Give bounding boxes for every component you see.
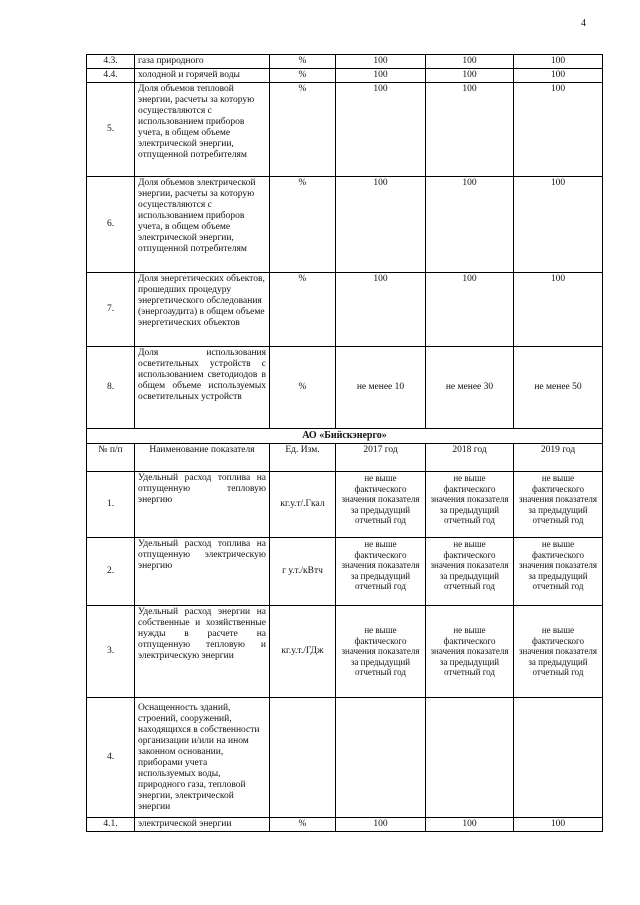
table-row xyxy=(87,69,603,83)
table-row xyxy=(87,55,603,69)
organization-title: АО «Бийскэнерго» xyxy=(87,429,603,444)
table-row xyxy=(87,538,603,606)
header-row xyxy=(87,444,603,472)
value-2017: не выше фактического значения показателя за предыдущий отчетный год xyxy=(336,472,426,538)
table-row xyxy=(87,472,603,538)
row-number: 5. xyxy=(87,83,135,177)
value-2019: не выше фактического значения показателя за предыдущий отчетный год xyxy=(514,472,603,538)
value-2018 xyxy=(426,698,514,818)
value-2017: 100 xyxy=(336,273,426,347)
value-2017: 100 xyxy=(336,83,426,177)
table-row xyxy=(87,818,603,832)
value-2019: не менее 50 xyxy=(514,347,603,429)
table-row xyxy=(87,347,603,429)
value-2019: не выше фактического значения показателя за предыдущий отчетный год xyxy=(514,606,603,698)
unit-cell: % xyxy=(270,177,336,273)
unit-cell: % xyxy=(270,347,336,429)
header-2018: 2018 год xyxy=(426,444,514,472)
header-num: № п/п xyxy=(87,444,135,472)
value-2019: 100 xyxy=(514,273,603,347)
indicator-name: Доля использования осветительных устройств с использованием светодиодов в общем объеме используемых осветительных устройств xyxy=(135,347,270,429)
header-name: Наименование показателя xyxy=(135,444,270,472)
value-2018: не менее 30 xyxy=(426,347,514,429)
value-2018: 100 xyxy=(426,177,514,273)
unit-cell: кг.у.т./ГДж xyxy=(270,606,336,698)
value-2018: не выше фактического значения показателя за предыдущий отчетный год xyxy=(426,538,514,606)
value-2019: 100 xyxy=(514,55,603,69)
row-number: 4.1. xyxy=(87,818,135,832)
row-number: 2. xyxy=(87,538,135,606)
unit-cell: % xyxy=(270,69,336,83)
value-2017 xyxy=(336,698,426,818)
indicator-name: холодной и горячей воды xyxy=(135,69,270,83)
indicator-name: Удельный расход топлива на отпущенную тепловую энергию xyxy=(135,472,270,538)
value-2019 xyxy=(514,698,603,818)
header-unit: Ед. Изм. xyxy=(270,444,336,472)
indicator-name: Удельный расход топлива на отпущенную электрическую энергию xyxy=(135,538,270,606)
value-2019: не выше фактического значения показателя за предыдущий отчетный год xyxy=(514,538,603,606)
indicator-name: электрической энергии xyxy=(135,818,270,832)
unit-cell: % xyxy=(270,55,336,69)
row-number: 6. xyxy=(87,177,135,273)
value-2019: 100 xyxy=(514,69,603,83)
value-2017: 100 xyxy=(336,69,426,83)
value-2017: не менее 10 xyxy=(336,347,426,429)
table-row xyxy=(87,177,603,273)
indicator-name: Оснащенность зданий, строений, сооружений, находящихся в собственности организации и/или на ином законном основании, приборами учета используемых воды, природного газа, тепловой энергии, электрической энергии xyxy=(135,698,270,818)
value-2017: 100 xyxy=(336,55,426,69)
indicator-name: газа природного xyxy=(135,55,270,69)
value-2018: не выше фактического значения показателя за предыдущий отчетный год xyxy=(426,472,514,538)
table-row xyxy=(87,606,603,698)
unit-cell: г у.т./кВтч xyxy=(270,538,336,606)
value-2019: 100 xyxy=(514,177,603,273)
row-number: 1. xyxy=(87,472,135,538)
value-2018: 100 xyxy=(426,83,514,177)
table-row xyxy=(87,273,603,347)
table-row xyxy=(87,698,603,818)
unit-cell: % xyxy=(270,273,336,347)
indicator-name: Удельный расход энергии на собственные и хозяйственные нужды в расчете на отпущенную тепловую и электрическую энергии xyxy=(135,606,270,698)
page-number: 4 xyxy=(581,18,586,29)
header-2017: 2017 год xyxy=(336,444,426,472)
row-number: 4.4. xyxy=(87,69,135,83)
value-2019: 100 xyxy=(514,818,603,832)
unit-cell: % xyxy=(270,818,336,832)
unit-cell xyxy=(270,698,336,818)
value-2018: 100 xyxy=(426,55,514,69)
value-2017: не выше фактического значения показателя за предыдущий отчетный год xyxy=(336,606,426,698)
indicators-table xyxy=(86,54,603,832)
indicator-name: Доля объемов тепловой энергии, расчеты за которую осуществляются с использованием приборов учета, в общем объеме электрической энергии, отпущенной потребителям xyxy=(135,83,270,177)
value-2019: 100 xyxy=(514,83,603,177)
header-2019: 2019 год xyxy=(514,444,603,472)
row-number: 3. xyxy=(87,606,135,698)
unit-cell: % xyxy=(270,83,336,177)
indicator-name: Доля энергетических объектов, прошедших процедуру энергетического обследования (энергоаудита) в общем объеме энергетических объектов xyxy=(135,273,270,347)
value-2017: 100 xyxy=(336,818,426,832)
value-2018: 100 xyxy=(426,69,514,83)
row-number: 8. xyxy=(87,347,135,429)
value-2018: не выше фактического значения показателя за предыдущий отчетный год xyxy=(426,606,514,698)
indicator-name: Доля объемов электрической энергии, расчеты за которую осуществляются с использованием приборов учета, в общем объеме электрической энергии, отпущенной потребителям xyxy=(135,177,270,273)
value-2017: 100 xyxy=(336,177,426,273)
value-2017: не выше фактического значения показателя за предыдущий отчетный год xyxy=(336,538,426,606)
row-number: 7. xyxy=(87,273,135,347)
table-row xyxy=(87,83,603,177)
value-2018: 100 xyxy=(426,818,514,832)
row-number: 4. xyxy=(87,698,135,818)
unit-cell: кг.у.т/.Гкал xyxy=(270,472,336,538)
value-2018: 100 xyxy=(426,273,514,347)
section-row xyxy=(87,429,603,444)
row-number: 4.3. xyxy=(87,55,135,69)
